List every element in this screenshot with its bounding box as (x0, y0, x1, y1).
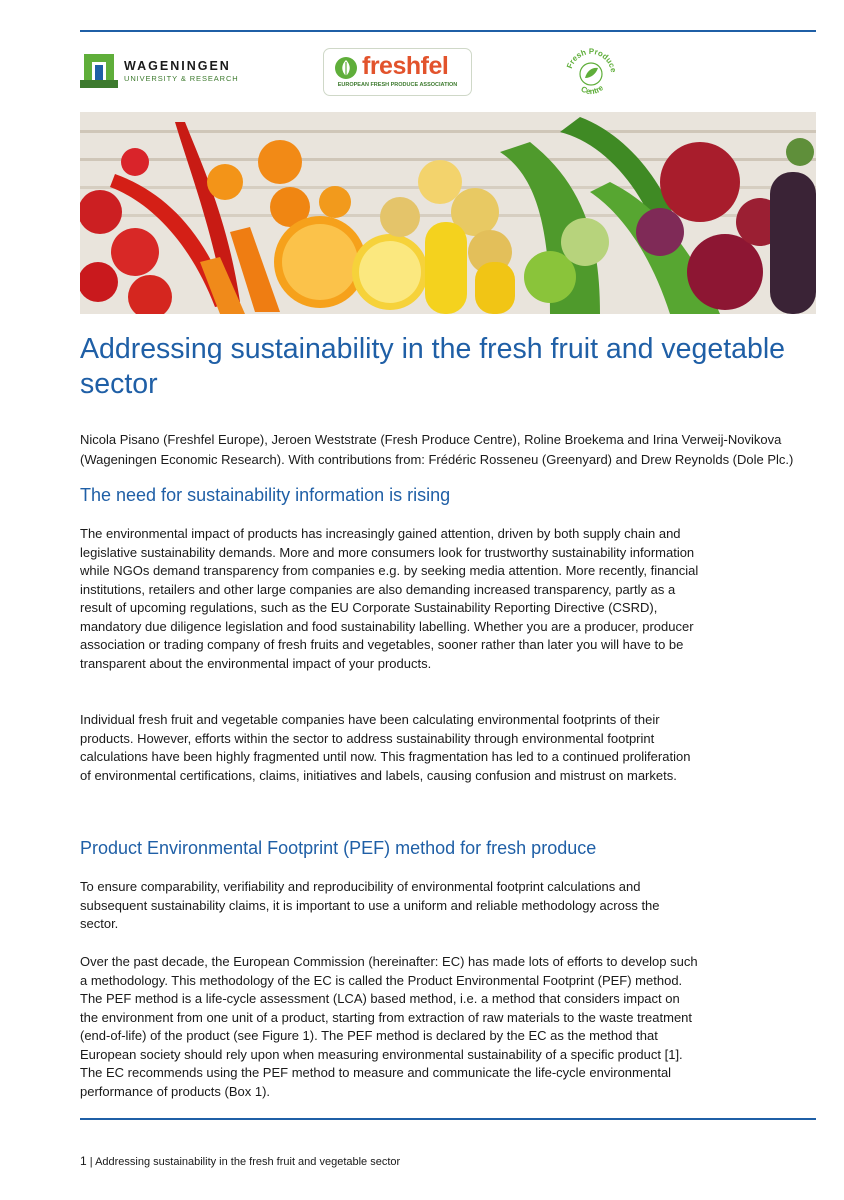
page-number: 1 (80, 1154, 87, 1168)
paragraph: The environmental impact of products has increasingly gained attention, driven by both supply chain and legislative sustainability demands. More and more consumers look for trustworthy sustainability information while NGOs demand transparency from companies e.g. by seeking media attention. More recently, financial institutions, retailers and other large companies are also demanding increased transparency, partly as a result of upcoming regulations, such as the EU Corporate Sustainability Reporting Directive (CSRD), mandatory due diligence legislation and food sustainability labelling. Whether you are a producer, producer association or trading company of fresh fruits and vegetables, sooner rather than later you will have to be transparent about the environmental impact of your products. (80, 526, 699, 671)
paragraph: To ensure comparability, verifiability and reproducibility of environmental footprint calculations and subsequent sustainability claims, it is important to use a uniform and reliable methodology across the sector. (80, 879, 660, 931)
freshfel-leaf-icon (334, 56, 358, 80)
header-rule (80, 30, 816, 32)
footer-separator: | (89, 1156, 93, 1168)
freshfel-subtitle: EUROPEAN FRESH PRODUCE ASSOCIATION (337, 82, 458, 88)
freshfel-name: freshfel (362, 52, 449, 80)
fpc-top-text: Fresh Produce (564, 46, 618, 74)
wur-mark-icon (80, 54, 118, 88)
section-heading-need: The need for sustainability information is rising (80, 485, 451, 505)
hero-image-fruits-vegetables (80, 112, 816, 314)
wageningen-logo (80, 54, 239, 88)
fresh-produce-centre-logo (563, 44, 619, 100)
page-footer (80, 1154, 400, 1168)
wur-name: WAGENINGEN (124, 58, 231, 73)
authors-line: Nicola Pisano (Freshfel Europe), Jeroen Weststrate (Fresh Produce Centre), Roline Broekema and Irina Verweij-Novikova (Wageningen Economic Research). With contributions from: Frédéric Rosseneu (Greenyard) and Drew Reynolds (Dole Plc.) (80, 432, 794, 467)
document-title: Addressing sustainability in the fresh fruit and vegetable sector (80, 333, 785, 400)
section-heading-pef: Product Environmental Footprint (PEF) method for fresh produce (80, 838, 597, 858)
wur-subtitle: UNIVERSITY & RESEARCH (124, 74, 239, 83)
footer-running-title: Addressing sustainability in the fresh fruit and vegetable sector (95, 1156, 401, 1168)
freshfel-logo (323, 48, 472, 96)
fpc-bottom-text: Centre (579, 83, 606, 97)
logo-bar (80, 44, 816, 100)
paragraph: Individual fresh fruit and vegetable companies have been calculating environmental footprints of their products. However, efforts within the sector to address sustainability through environmental footprint calculations have been highly fragmented until now. This fragmentation has led to a continued proliferation of environmental certifications, claims, initiatives and labels, causing confusion and mistrust on markets. (80, 712, 691, 783)
paragraph: Over the past decade, the European Commission (hereinafter: EC) has made lots of efforts to develop such a methodology. This methodology of the EC is called the Product Environmental Footprint (PEF) method. The PEF method is a life-cycle assessment (LCA) based method, i.e. a method that considers impact on the environment from one unit of a product, starting from extraction of raw materials to the waste treatment (end-of-life) of the product (see Figure 1). The PEF method is declared by the EC as the method that European society should rely upon when measuring environmental sustainability of a specific product [1]. The EC recommends using the PEF method to measure and communicate the life-cycle environmental performance of products (Box 1). (80, 954, 698, 1099)
footer-rule (80, 1118, 816, 1120)
